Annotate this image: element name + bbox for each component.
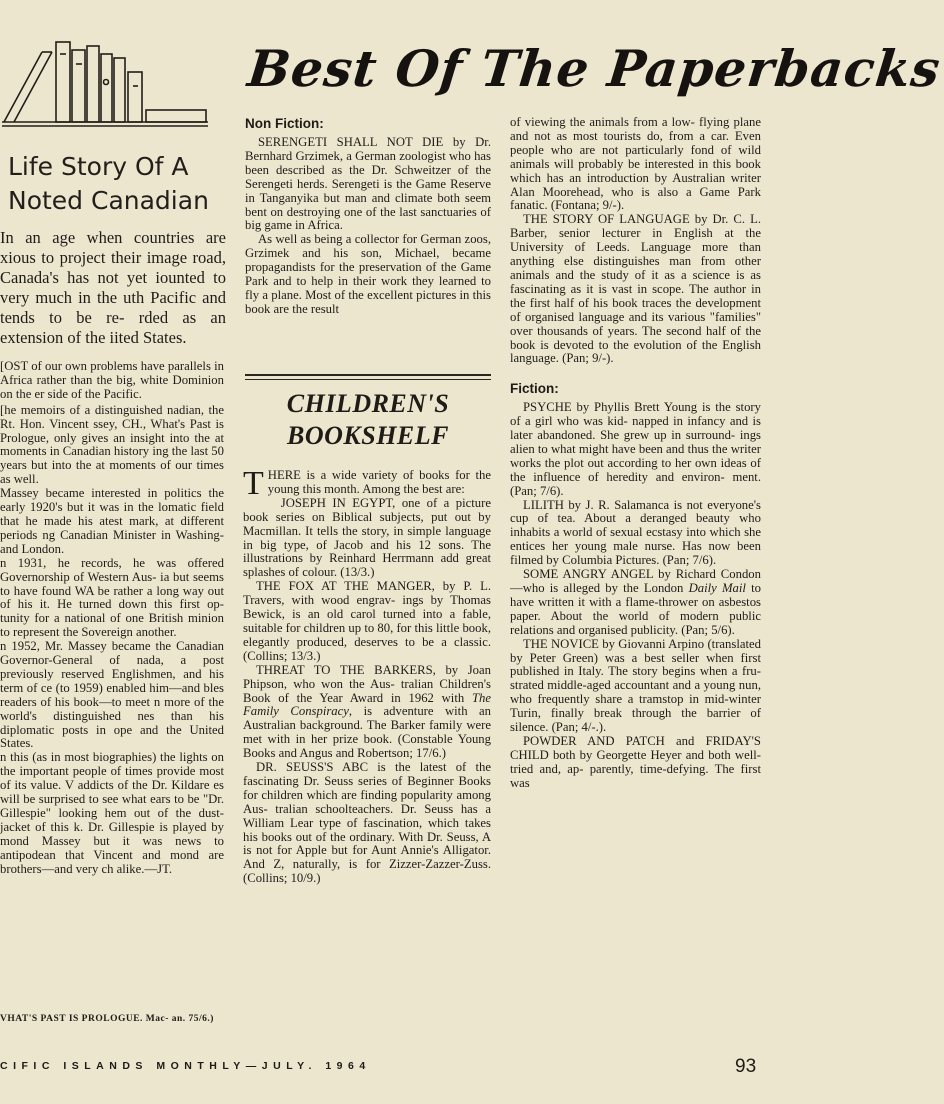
article-paragraph: Massey became interested in politics the early 1920's but it was in the lomatic field that he made his atest mark, at different periods ng Canadian Minister in Washing- and London. — [0, 486, 224, 556]
review-paragraph: THE STORY OF LANGUAGE by Dr. C. L. Barber, senior lecturer in English at the University of Leeds. Language more than anything else distinguishes man from other animals and the study of it as a science is as fascinating as it is vast in scope. The author in the first half of his book traces the development of organised language and its various "families" over thousands of years. The second half of the book is devoted to the evolution of the English language. (Pan; 9/-). — [510, 212, 761, 366]
review-paragraph: DR. SEUSS'S ABC is the latest of the fascinating Dr. Seuss series of Beginner Books for children which are finding popularity among Aus- tralian schoolteachers. Dr. Seuss has a William Lear type of fascination, which takes his books out of the ordinary. With Dr. Seuss, A is not for Apple but for Aunt Annie's Alligator. And Z, naturally, is for Zizzer-Zazzer-Zuss. (Collins; 10/9.) — [243, 760, 491, 886]
books-illustration — [0, 36, 212, 128]
review-paragraph: LILITH by J. R. Salamanca is not everyone's cup of tea. About a deranged beauty who inhabits a world of sexual ecstasy into which she entices her young male nurse. Has now been filmed by Columbia Pictures. (Pan; 7/6). — [510, 497, 761, 568]
review-paragraph: SOME ANGRY ANGEL by Richard Condon—who is alleged by the London Daily Mail to have written it with a flame-thrower on asbestos paper. About the world of modern public relations and organised publicity. (Pan; 5/6). — [510, 567, 762, 637]
childrens-heading: CHILDREN'S BOOKSHELF — [286, 389, 450, 450]
review-paragraph: THE NOVICE by Giovanni Arpino (translated by Peter Green) was a best seller when first published in Italy. The story begins when a fru- strated middle-aged accountant and a young nun, who frequently share a tramstop in mid-winter Turin, finally break through the barrier of silence. (Pan; 4/-.). — [510, 636, 761, 735]
page-headline: Best Of The Paperbacks — [244, 39, 944, 98]
page-number: 93 — [735, 1056, 757, 1077]
article-paragraph: n this (as in most biographies) the lights on the important people of times provide most of its value. V addicts of the Dr. Kildare es will be surprised to see what ears to be "Dr. Gillespie" looking hem out of the dust-jacket of this k. Dr. Gillespie is played by mond Massey but it was news to antipodean that Vincent and mond are brothers—and very ch alike.—JT. — [0, 750, 224, 876]
section-heading: Non Fiction: — [245, 116, 324, 131]
review-paragraph: As well as being a collector for German zoos, Grzimek and his son, Michael, became propagandists for the preservation of the Game Park and to help in their work they learned to fly a plane. Most of the excellent pictures in this book are the result — [245, 232, 491, 316]
review-paragraph: PSYCHE by Phyllis Brett Young is the story of a girl who was kid- napped in infancy and is later abandoned. She grew up in surround- ings alien to what might have been and thus the writer works the plot out according to her own ideas of the influence of heredity and environ- ment. (Pan; 7/6). — [510, 400, 761, 498]
drop-cap: T — [243, 465, 264, 502]
running-footer: CIFIC ISLANDS MONTHLY—JULY. 1964 — [0, 1060, 371, 1072]
childrens-intro: HERE is a wide variety of books for the young this month. Among the best are: — [267, 468, 491, 496]
right-column — [510, 116, 761, 791]
section-rule — [245, 379, 491, 380]
article-paragraph: n 1931, he records, he was offered Governorship of Western Aus- ia but seems to have found WA be rather a long way out of his it. He turned down this first op- tunity for a national of one British minion to represent the Sovereign another. — [0, 555, 224, 640]
review-paragraph: JOSEPH IN EGYPT, one of a picture book series on Biblical subjects, put out by Macmillan. It tells the story, in simple language in big type, of Jacob and his 12 sons. The illustrations by Reinhard Herrmann add great splashes of colour. (13/3.) — [243, 495, 491, 580]
article-paragraph: [OST of our own problems have parallels in Africa rather than the big, white Dominion on the er side of the Pacific. — [0, 359, 224, 401]
article-paragraph: n 1952, Mr. Massey became the Canadian Governor-General of nada, a post previously reserved Englishmen, and his term of ce (to 1959) enabled him—and bles readers of his book—to meet n more of the world's distinguished nes than his diplomatic posts in ope and the United States. — [0, 639, 224, 751]
childrens-section — [243, 465, 492, 886]
section-rule — [245, 374, 491, 376]
review-paragraph: of viewing the animals from a low- flying plane and not as most tourists do, from a car. Even people who are not particularly fond of wild animals will probably be interested in this book which has an introduction by Australian writer Alan Moorehead, who is also a Game Park fanatic. (Fontana; 9/-). — [510, 115, 761, 213]
review-paragraph: POWDER AND PATCH and FRIDAY'S CHILD both by Georgette Heyer and both well-tried and, ap- parently, time-defying. The first was — [510, 733, 761, 790]
review-paragraph: THE FOX AT THE MANGER, by P. L. Travers, with wood engrav- ings by Thomas Bewick, is an old carol turned into a fable, suitable for children up to 80, for this little book, elegantly produced, deserves to be a classic. (Collins; 13/3.) — [243, 579, 491, 663]
article-intro: In an age when countries are xious to project their image road, Canada's has not yet iounted to very much in the uth Pacific and tends to be re- rded as an extension of the iited States. — [0, 228, 226, 347]
section-heading: Fiction: — [510, 381, 559, 397]
article-body — [0, 360, 224, 877]
article-paragraph: [he memoirs of a distinguished nadian, the Rt. Hon. Vincent ssey, CH., What's Past is Prologue, only gives an insight into the at moments in Canadian history ing the last 50 years but into the at moments of our times as well. — [0, 402, 224, 487]
review-paragraph: SERENGETI SHALL NOT DIE by Dr. Bernhard Grzimek, a German zoologist who has been described as the Dr. Schweitzer of the Serengeti herds. Serengeti is the Game Reserve in Tanganyika but man and climate both seem bent on destroying one of the last sanctuaries of big game in Africa. — [245, 135, 491, 233]
article-title: Life Story Of A Noted Canadian — [8, 152, 209, 215]
book-credit: VHAT'S PAST IS PROLOGUE. Mac- an. 75/6.) — [0, 1014, 214, 1024]
nonfiction-section — [245, 116, 491, 317]
review-paragraph: THREAT TO THE BARKERS, by Joan Phipson, who won the Aus- tralian Children's Book of the Year Award in 1962 with The Family Conspiracy, is adventure with an Australian background. The Barker family were met with in her prize book. (Constable Young Books and Angus and Robertson; 17/6.) — [243, 662, 492, 761]
